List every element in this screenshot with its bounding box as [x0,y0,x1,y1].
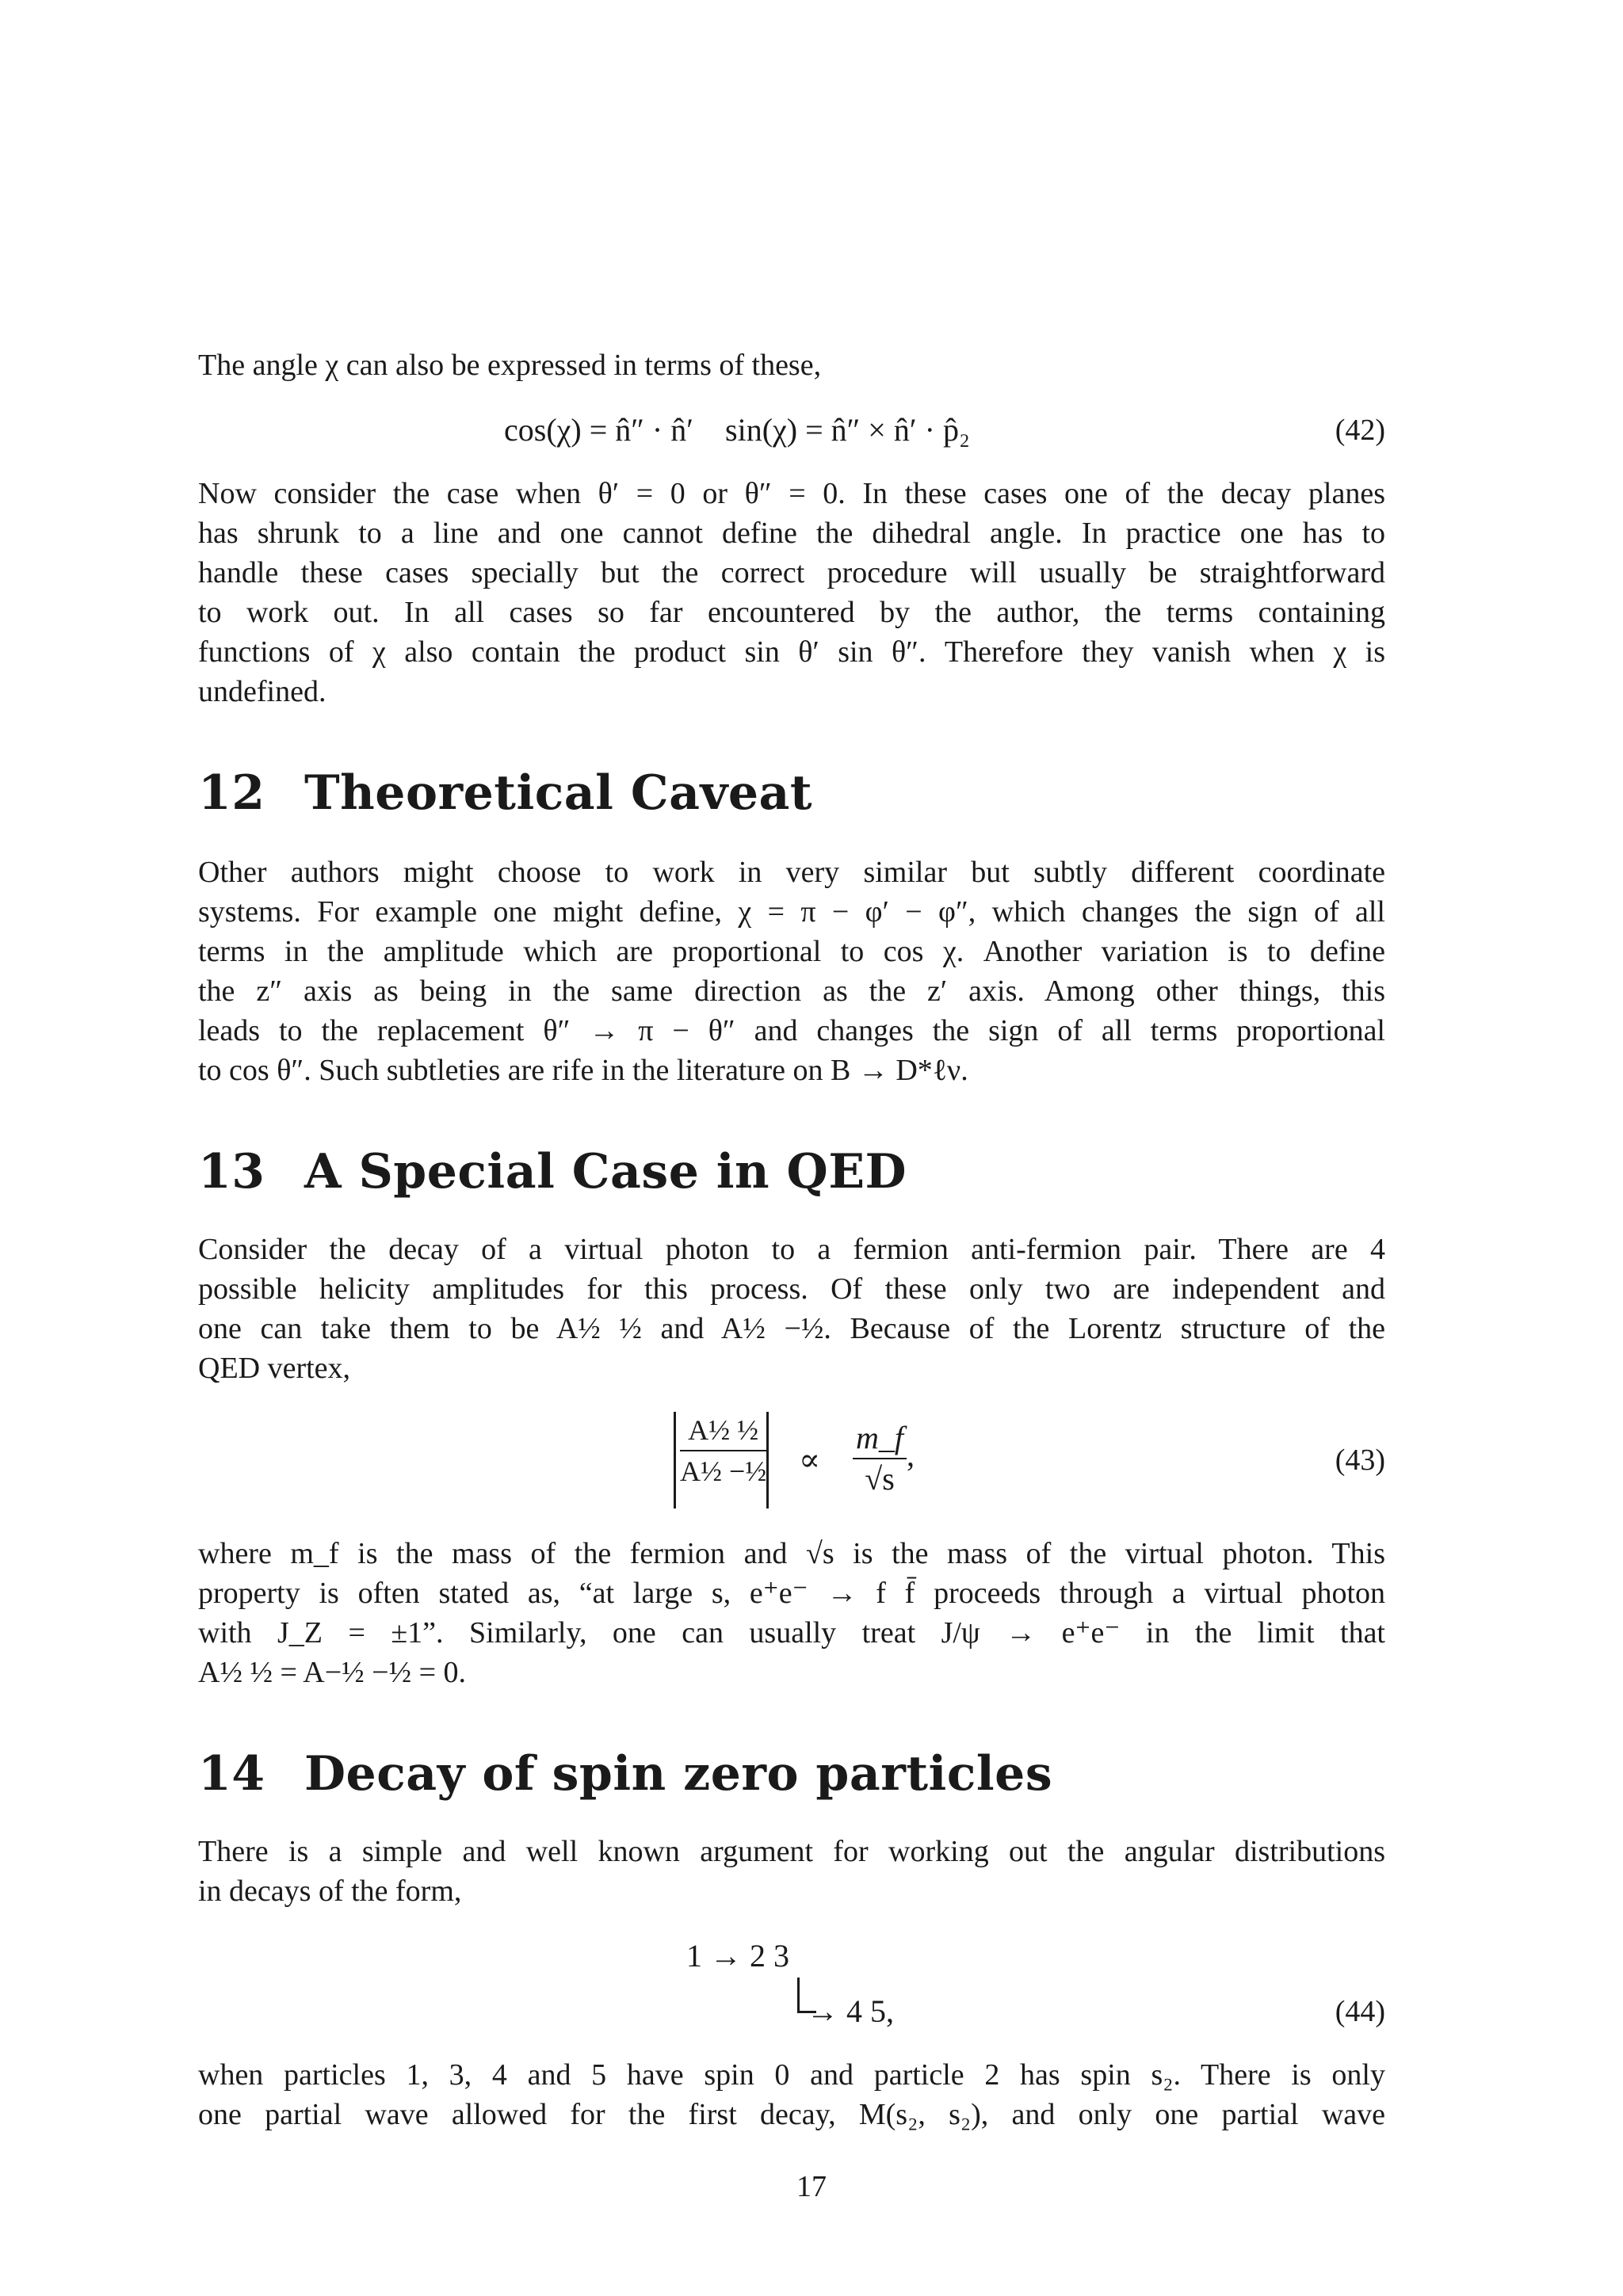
abs-bar-right [766,1412,769,1508]
equation-number-43: (43) [1335,1444,1385,1477]
decay-arrow-vertical [797,1978,800,2012]
equation-43-mass-ratio: $\frac{m\_f}{√s}$ , [853,1418,915,1499]
equation-42: cos(χ) = n̂″ · n̂′ sin(χ) = n̂″ × n̂′ · p̂₂ [504,412,970,448]
section-heading-13: 13 A Special Case in QED [198,1144,907,1199]
page-number: 17 [796,2170,827,2203]
equation-number-44: (44) [1335,1995,1385,2028]
abs-bar-left [674,1412,676,1508]
section-heading-14: 14 Decay of spin zero particles [198,1746,1053,1802]
equation-44-top: 1 → 2 3 [686,1938,789,1974]
paragraph-partial-waves: when particles 1, 3, 4 and 5 have spin 0 and particle 2 has spin s₂. There is only one partial wave allowed for the first decay, M(s₂, s₂), and only one partial wave [198,2058,1385,2131]
equation-43-proportional: ∝ [799,1442,821,1478]
equation-number-42: (42) [1335,414,1385,447]
paragraph-qed-case: Consider the decay of a virtual photon to a fermion anti-fermion pair. There are 4 possible helicity amplitudes for this process. Of these only two are independent and one can take them to be A½ ½ and A½ −½. Because of the Lorentz structure of the QED vertex, [198,1233,1385,1385]
paragraph-undefined-angle: Now consider the case when θ′ = 0 or θ″ = 0. In these cases one of the decay planes has shrunk to a line and one cannot define the dihedral angle. In practice one has to handle these cases specially but the correct procedure will usually be straightforward to work out. In all cases so far encountered by the author, the terms containing functions of χ also contain the product sin θ′ sin θ″. Therefore they vanish when χ is undefined. [198,477,1385,708]
equation-43-ratio: $\frac{\text{A½ ½}}{\text{A½ −½}}$ [680,1410,766,1491]
paragraph-intro: The angle χ can also be expressed in terms of these, [198,349,822,382]
section-heading-12: 12 Theoretical Caveat [198,765,813,821]
paragraph-mass-ratio: where m_f is the mass of the fermion and √s is the mass of the virtual photon. This property is often stated as, “at large s, e⁺e⁻ → f f̄ proceeds through a virtual photon with J_Z = ±1”. Similarly, one can usually treat J/ψ → e⁺e⁻ in the limit that A½ ½ = A−½ −½ = 0. [198,1537,1385,1689]
paragraph-spin-zero: There is a simple and well known argument for working out the angular distributions in decays of the form, [198,1835,1385,1908]
paragraph-theoretical-caveat: Other authors might choose to work in very similar but subtly different coordinate systems. For example one might define, χ = π − φ′ − φ″, which changes the sign of all terms in the amplitude which are proportional to cos χ. Another variation is to define the z″ axis as being in the same direction as the z′ axis. Among other things, this leads to the replacement θ″ → π − θ″ and changes the sign of all terms proportional to cos θ″. Such subtleties are rife in the literature on B → D*ℓν. [198,856,1385,1087]
equation-44-bottom: → 4 5, [807,1993,894,2029]
